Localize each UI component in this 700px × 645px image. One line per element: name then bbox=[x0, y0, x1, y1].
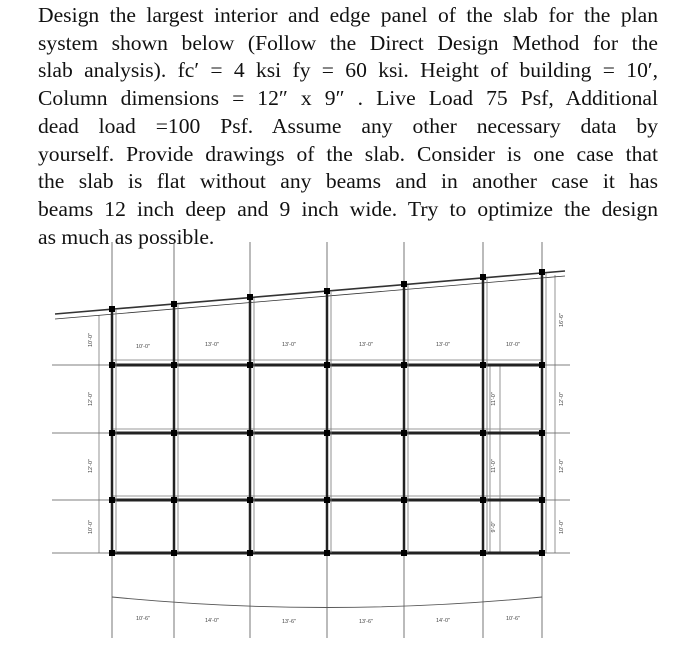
bottom-span-label: 14'-0" bbox=[435, 618, 451, 624]
problem-line: system shown below (Follow the Direct Design Method for the bbox=[38, 30, 658, 55]
bottom-span-dimensions bbox=[136, 616, 520, 625]
top-span-label: 13'-0" bbox=[281, 342, 297, 348]
problem-line: as much as possible. bbox=[38, 224, 215, 249]
right-span-label: 12'-0" bbox=[559, 458, 565, 474]
top-span-label: 13'-0" bbox=[358, 342, 374, 348]
left-span-dimensions bbox=[88, 333, 94, 534]
left-span-label: 10'-0" bbox=[88, 332, 94, 348]
problem-line: dead load =100 Psf. Assume any other necessary data by bbox=[38, 113, 658, 138]
bottom-span-label: 14'-0" bbox=[204, 618, 220, 624]
inner-span-label: 11'-0" bbox=[491, 459, 497, 473]
left-span-label: 12'-0" bbox=[88, 391, 94, 407]
inner-span-dimensions bbox=[491, 392, 497, 532]
bottom-span-label: 10'-6" bbox=[135, 616, 151, 622]
top-span-label: 13'-0" bbox=[204, 342, 220, 348]
bottom-span-label: 10'-6" bbox=[505, 616, 521, 622]
right-span-label: 10'-0" bbox=[559, 519, 565, 535]
left-span-label: 10'-0" bbox=[88, 519, 94, 535]
right-span-dimensions bbox=[559, 313, 565, 534]
right-span-label: 16'-6" bbox=[559, 312, 565, 328]
bottom-span-label: 13'-6" bbox=[358, 619, 374, 625]
left-span-label: 12'-0" bbox=[88, 458, 94, 474]
bottom-span-label: 13'-6" bbox=[281, 619, 297, 625]
problem-line: the slab is flat without any beams and in another case it has bbox=[38, 169, 658, 194]
inner-span-label: 9'-0" bbox=[491, 521, 497, 533]
problem-statement bbox=[38, 2, 658, 251]
top-span-label: 10'-0" bbox=[505, 342, 521, 348]
problem-line: Column dimensions = 12″ x 9″ . Live Load 75 Psf, Additional bbox=[38, 86, 658, 111]
problem-line: beams 12 inch deep and 9 inch wide. Try to optimize the design bbox=[38, 196, 658, 221]
vertical-beams bbox=[112, 273, 542, 553]
right-span-label: 12'-0" bbox=[559, 391, 565, 407]
top-span-label: 13'-0" bbox=[435, 342, 451, 348]
slab-floor-plan bbox=[0, 240, 700, 645]
top-span-label: 10'-0" bbox=[135, 344, 151, 350]
problem-line: slab analysis). fc′ = 4 ksi fy = 60 ksi. Height of building = 10′, bbox=[38, 58, 658, 83]
sloped-top-edge bbox=[55, 271, 565, 319]
inner-span-label: 11'-0" bbox=[491, 392, 497, 406]
problem-line: yourself. Provide drawings of the slab. Consider is one case that bbox=[38, 141, 658, 166]
problem-line: Design the largest interior and edge panel of the slab for the plan bbox=[38, 3, 658, 27]
